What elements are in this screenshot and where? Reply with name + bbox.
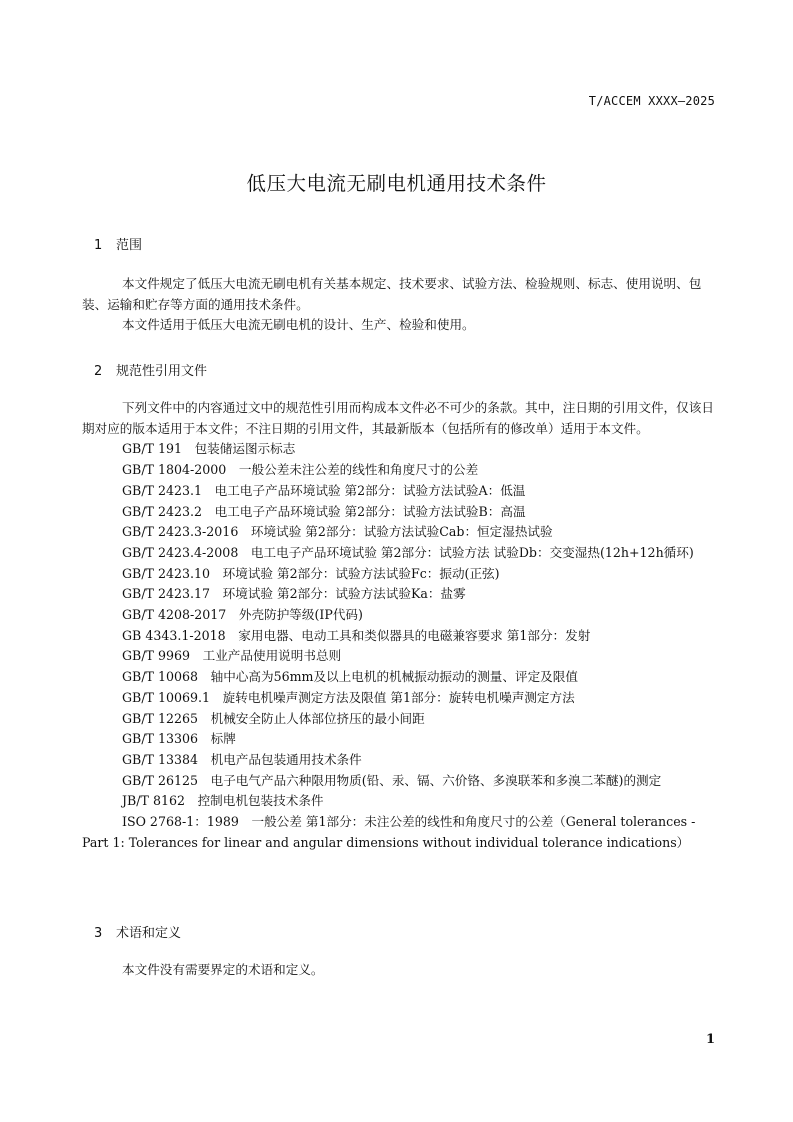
reference-item: GB/T 10069.1 旋转电机噪声测定方法及限值 第1部分：旋转电机噪声测定方法 [122,689,575,705]
reference-item: JB/T 8162 控制电机包装技术条件 [122,793,324,809]
paragraph: 本文件没有需要界定的术语和定义。 [122,962,324,977]
reference-item: ISO 2768-1：1989 一般公差 第1部分：未注公差的线性和角度尺寸的公差（General tolerances -Part 1: Tolerances for linear and angular dimensions without individual tolerance indications） [82,814,696,850]
reference-item: GB/T 4208-2017 外壳防护等级(IP代码) [122,607,363,623]
section-3-body [82,960,720,981]
reference-item: GB/T 2423.3-2016 环境试验 第2部分：试验方法试验Cab：恒定湿热试验 [122,524,553,540]
reference-item: GB/T 2423.10 环境试验 第2部分：试验方法试验Fc：振动(正弦) [122,565,500,581]
section-number: 1 [94,238,103,253]
reference-item: GB/T 191 包装储运图示标志 [122,441,296,457]
reference-item: GB/T 9969 工业产品使用说明书总则 [122,648,342,664]
section-number: 2 [94,364,103,379]
reference-item: GB/T 1804-2000 一般公差未注公差的线性和角度尺寸的公差 [122,462,479,478]
document-title: 低压大电流无刷电机通用技术条件 [246,172,547,195]
section-1-body [82,274,720,336]
reference-item: GB/T 12265 机械安全防止人体部位挤压的最小间距 [122,710,425,726]
section-number: 3 [94,926,103,941]
reference-item: GB/T 13384 机电产品包装通用技术条件 [122,751,362,767]
paragraph: 本文件适用于低压大电流无刷电机的设计、生产、检验和使用。 [122,317,475,333]
reference-item: GB/T 2423.4-2008 电工电子产品环境试验 第2部分：试验方法 试验Db：交变湿热(12h+12h循环) [122,544,694,560]
reference-item: GB/T 2423.2 电工电子产品环境试验 第2部分：试验方法试验B：高温 [122,503,526,519]
standard-code: T/ACCEM XXXX—2025 [588,94,715,108]
reference-item: GB/T 2423.1 电工电子产品环境试验 第2部分：试验方法试验A：低温 [122,482,526,498]
reference-item: GB 4343.1-2018 家用电器、电动工具和类似器具的电磁兼容要求 第1部分：发射 [122,627,591,643]
section-2-body [82,398,720,853]
section-3-heading [94,922,181,941]
section-title: 范围 [116,238,143,253]
paragraph: 本文件规定了低压大电流无刷电机有关基本规定、技术要求、试验方法、检验规则、标志、使用说明、包装、运输和贮存等方面的通用技术条件。 [82,276,702,312]
section-title: 规范性引用文件 [116,364,208,379]
section-title: 术语和定义 [116,926,182,941]
paragraph: 下列文件中的内容通过文中的规范性引用而构成本文件必不可少的条款。其中，注日期的引用文件，仅该日期对应的版本适用于本文件；不注日期的引用文件，其最新版本（包括所有的修改单）适用于本文件。 [82,400,714,436]
reference-item: GB/T 13306 标牌 [122,731,236,747]
section-2-heading [94,360,207,379]
reference-item: GB/T 10068 轴中心高为56mm及以上电机的机械振动振动的测量、评定及限值 [122,669,578,685]
page-number: 1 [705,1032,715,1047]
reference-item: GB/T 2423.17 环境试验 第2部分：试验方法试验Ka：盐雾 [122,586,466,602]
reference-item: GB/T 26125 电子电气产品六种限用物质(铅、汞、镉、六价铬、多溴联苯和多溴二苯醚)的测定 [122,772,662,788]
section-1-heading [94,234,142,253]
